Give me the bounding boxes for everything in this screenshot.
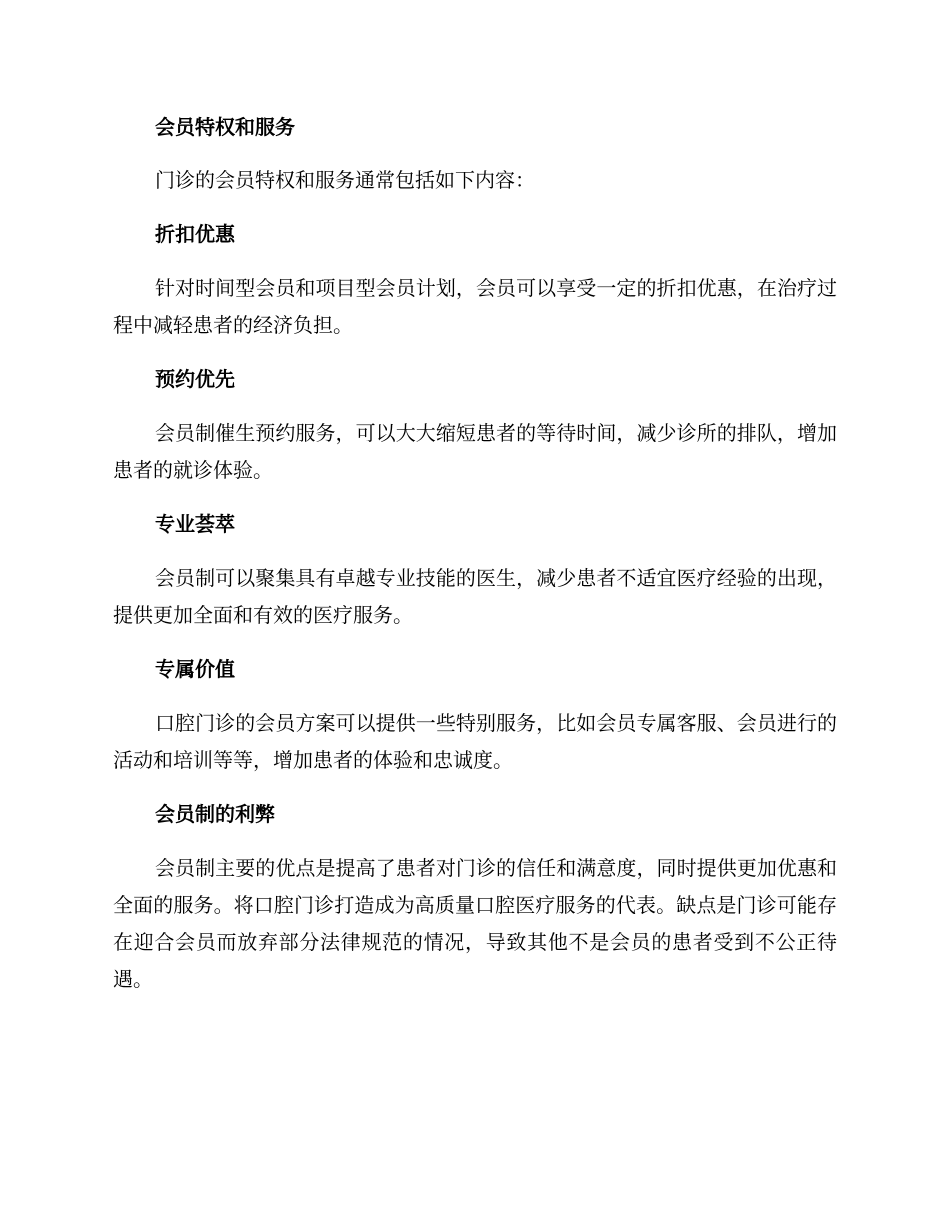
spacer: [113, 834, 837, 850]
spacer: [113, 544, 837, 560]
spacer: [113, 634, 837, 649]
heading-discount: 折扣优惠: [155, 222, 235, 246]
paragraph-exclusive-value: 口腔门诊的会员方案可以提供一些特别服务，比如会员专属客服、会员进行的活动和培训等等，增加患者的体验和忠诚度。: [113, 711, 837, 772]
heading-expertise: 专业荟萃: [155, 512, 235, 536]
spacer: [113, 399, 837, 415]
paragraph-discount: 针对时间型会员和项目型会员计划，会员可以享受一定的折扣优惠，在治疗过程中减轻患者的经济负担。: [113, 276, 837, 337]
heading-exclusive-value: 专属价值: [155, 657, 235, 681]
document-page: [113, 107, 837, 998]
spacer: [113, 344, 837, 359]
spacer: [113, 489, 837, 504]
spacer: [113, 199, 837, 214]
section-title: 会员特权和服务: [155, 115, 295, 139]
spacer: [113, 254, 837, 270]
intro-paragraph: 门诊的会员特权和服务通常包括如下内容：: [155, 168, 535, 192]
paragraph-expertise: 会员制可以聚集具有卓越专业技能的医生，减少患者不适宜医疗经验的出现，提供更加全面和有效的医疗服务。: [113, 566, 837, 627]
paragraph-booking-priority: 会员制催生预约服务，可以大大缩短患者的等待时间，减少诊所的排队，增加患者的就诊体验。: [113, 421, 837, 482]
paragraph-pros-cons: 会员制主要的优点是提高了患者对门诊的信任和满意度，同时提供更加优惠和全面的服务。将口腔门诊打造成为高质量口腔医疗服务的代表。缺点是门诊可能存在迎合会员而放弃部分法律规范的情况，导致其他不是会员的患者受到不公正待遇。: [113, 856, 837, 991]
spacer: [113, 689, 837, 705]
spacer: [113, 779, 837, 794]
heading-pros-cons: 会员制的利弊: [155, 802, 275, 826]
heading-booking-priority: 预约优先: [155, 367, 235, 391]
